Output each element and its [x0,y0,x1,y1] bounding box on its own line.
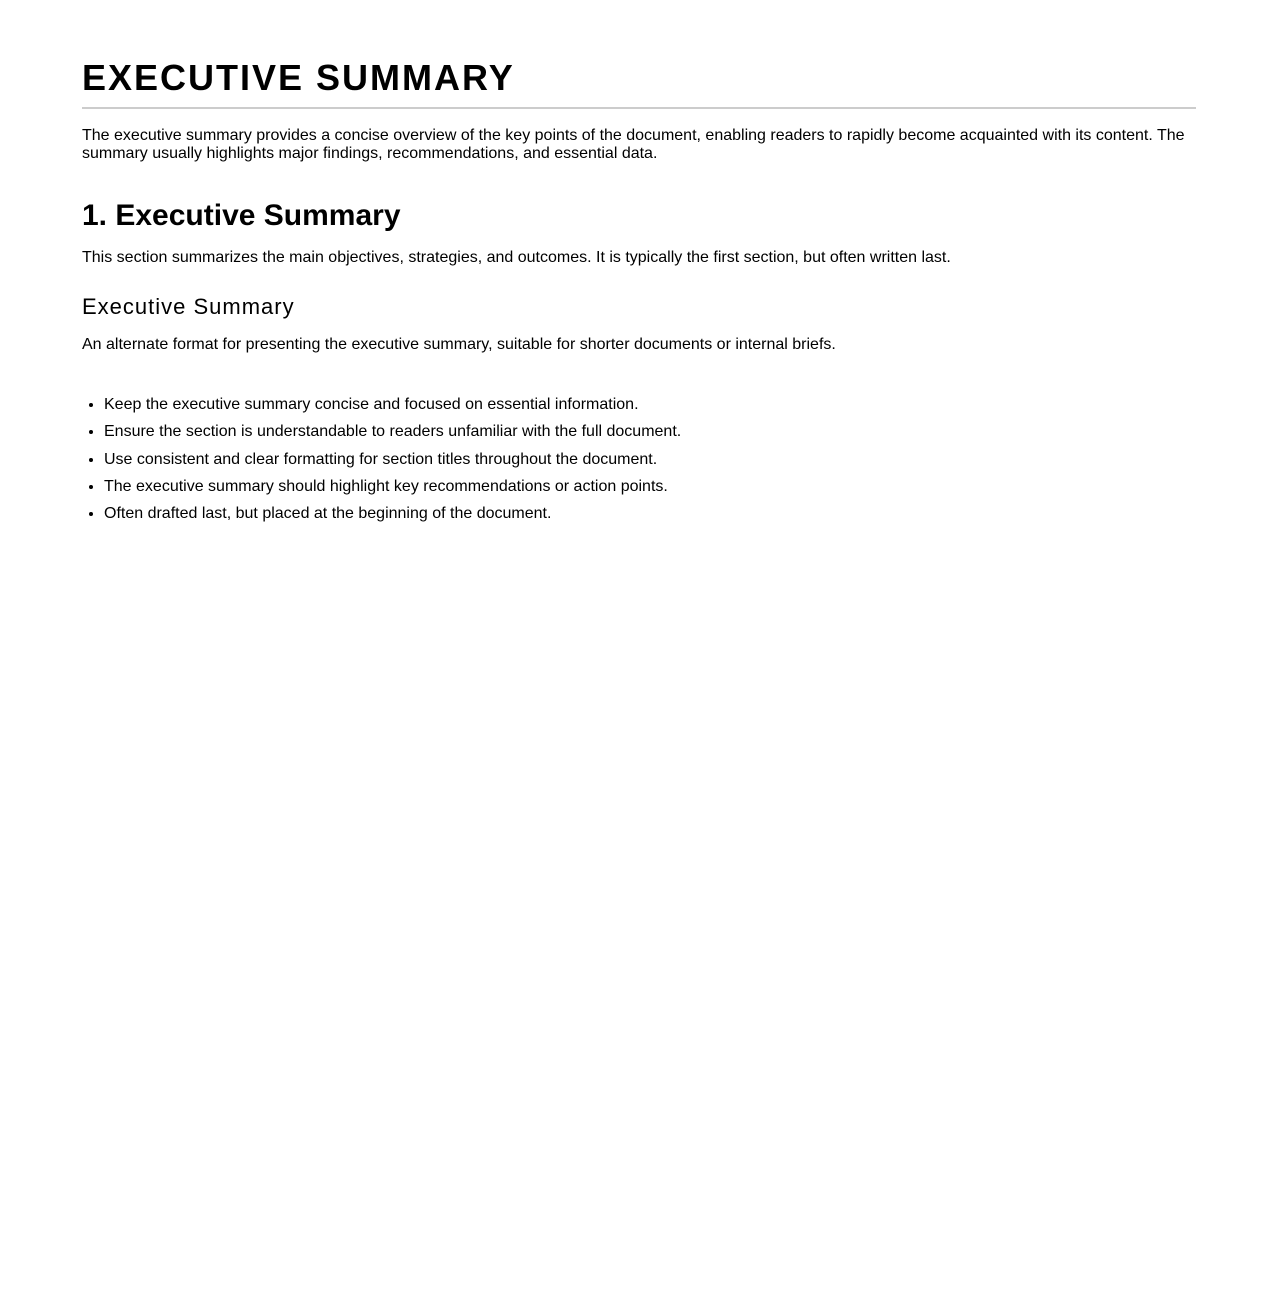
alternate-heading: Executive Summary [82,294,295,319]
section-paragraph: This section summarizes the main objectives, strategies, and outcomes. It is typically the first section, but often written last. [82,249,951,266]
alternate-paragraph: An alternate format for presenting the executive summary, suitable for shorter documents or internal briefs. [82,336,836,353]
list-item: • Ensure the section is understandable to readers unfamiliar with the full document. [104,422,1196,442]
tips-list [82,395,1196,524]
list-item: • Use consistent and clear formatting for section titles throughout the document. [104,450,1196,470]
document-page [82,0,1196,524]
intro-paragraph: The executive summary provides a concise overview of the key points of the document, enabling readers to rapidly become acquainted with its content. The summary usually highlights major findings, recommendations, and essential data. [82,127,1185,162]
list-item: • The executive summary should highlight key recommendations or action points. [104,477,1196,497]
list-item: • Keep the executive summary concise and focused on essential information. [104,395,1196,415]
page-title: EXECUTIVE SUMMARY [82,58,1196,109]
list-item: • Often drafted last, but placed at the beginning of the document. [104,504,1196,524]
section-heading: 1. Executive Summary [82,199,401,232]
